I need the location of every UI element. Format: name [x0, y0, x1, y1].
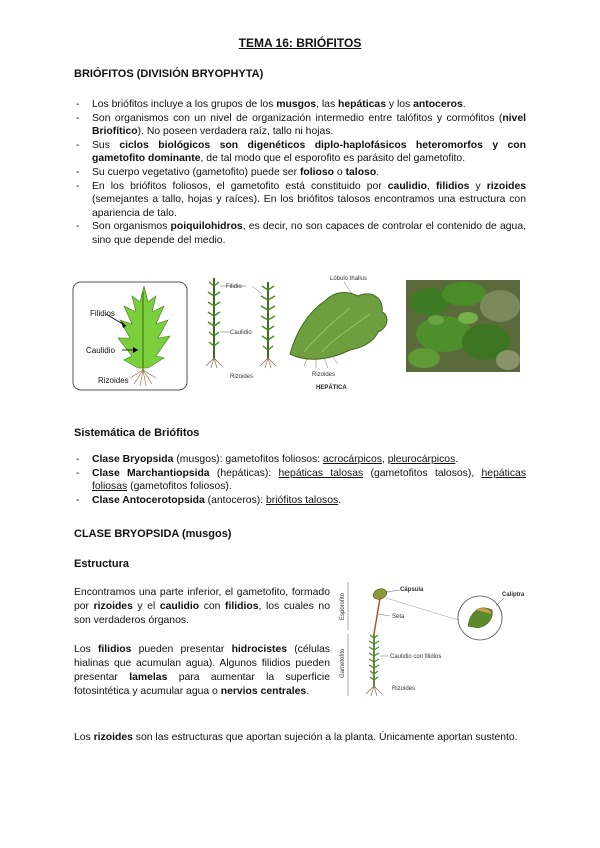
- list-item: - Sus ciclos biológicos son digenéticos diplo-haplofásicos heteromorfos y con gametofito dominante, de tal modo que el esporofito es parásito del gametofito.: [74, 139, 526, 166]
- section-heading-bryopsida: CLASE BRYOPSIDA (musgos): [74, 528, 232, 540]
- list-item: - En los briófitos foliosos, el gametofito está constituido por caulidio, filidios y rizoides (semejantes a tallo, hojas y raíces). En los briófitos talosos encontramos una estructura con apariencia de talo.: [74, 180, 526, 221]
- briofitos-list: [74, 98, 526, 248]
- moss-filidio-label: Filidio: [226, 284, 242, 290]
- caulidio-filidios-label: Caulidio con filidios: [390, 654, 442, 660]
- moss-structure-figure: [336, 580, 532, 702]
- bryophyte-figure: [72, 272, 532, 396]
- moss-sketch: [206, 278, 276, 380]
- list-item: - Su cuerpo vegetativo (gametofito) puede ser folioso o taloso.: [74, 166, 526, 180]
- gametofito-label: Gametofito: [340, 648, 346, 678]
- paragraph-rizoides: Los rizoides son las estructuras que aportan sujeción a la planta. Únicamente aportan sustento.: [74, 732, 518, 743]
- moss-rizoides-label: Rizoides: [230, 374, 254, 380]
- esporofito-label: Esporofito: [340, 592, 346, 620]
- moss-photo: [406, 280, 520, 372]
- paragraph-gametofito: Encontramos una parte inferior, el gametofito, formado por rizoides y el caulidio con filidios, los cuales no son verdaderos órganos.: [74, 587, 330, 626]
- list-item: - Los briófitos incluye a los grupos de los musgos, las hepáticas y los antoceros.: [74, 98, 526, 112]
- hepatica-caption: HEPÁTICA: [316, 385, 347, 391]
- section-heading-briofitos: BRIÓFITOS (DIVISIÓN BRYOPHYTA): [74, 68, 264, 80]
- filidios-label: Filidios: [90, 309, 115, 318]
- moss-diagram: [73, 282, 187, 390]
- rizoides-label-2: Rizoides: [392, 686, 416, 692]
- subheading-estructura: Estructura: [74, 558, 130, 570]
- hepatica-sketch: [290, 276, 387, 391]
- page-title: TEMA 16: BRIÓFITOS: [238, 36, 362, 50]
- rizoides-label: Rizoides: [98, 376, 129, 385]
- list-item: - Clase Marchantiopsida (hepáticas): hepáticas talosas (gametofitos talosos), hepáticas foliosas (gametofitos foliosos).: [74, 467, 526, 494]
- thallus-label: Lóbulo thallus: [330, 276, 368, 282]
- section-heading-sistematica: Sistemática de Briófitos: [74, 427, 200, 439]
- paragraph-filidios: Los filidios pueden presentar hidrocistes (células hialinas que acumulan agua). Algunos filidios pueden presentar lamelas para aumentar la superficie fotosintética y acumular agua o nervios centrales.: [74, 644, 331, 697]
- hepatica-rizoides-label: Rizoides: [312, 372, 336, 378]
- list-item: - Son organismos con un nivel de organización intermedio entre talófitos y cormófitos (nivel Briofítico). No poseen verdadera raíz, tallo ni hojas.: [74, 112, 526, 139]
- list-item: - Clase Antocerotopsida (antoceros): briófitos talosos.: [74, 494, 526, 508]
- moss-caulidio-label: Caulidio: [230, 330, 252, 336]
- seta-label: Seta: [392, 614, 405, 620]
- list-item: - Clase Bryopsida (musgos): gametofitos foliosos: acrocárpicos, pleurocárpicos.: [74, 453, 526, 467]
- list-item: - Son organismos poiquilohidros, es decir, no son capaces de controlar el contenido de agua, sino que depende del medio.: [74, 220, 526, 247]
- sistematica-list: [74, 453, 526, 507]
- capsula-label: Cápsula: [400, 587, 424, 593]
- caliptra-label: Caliptra: [502, 592, 525, 598]
- caulidio-label: Caulidio: [86, 346, 115, 355]
